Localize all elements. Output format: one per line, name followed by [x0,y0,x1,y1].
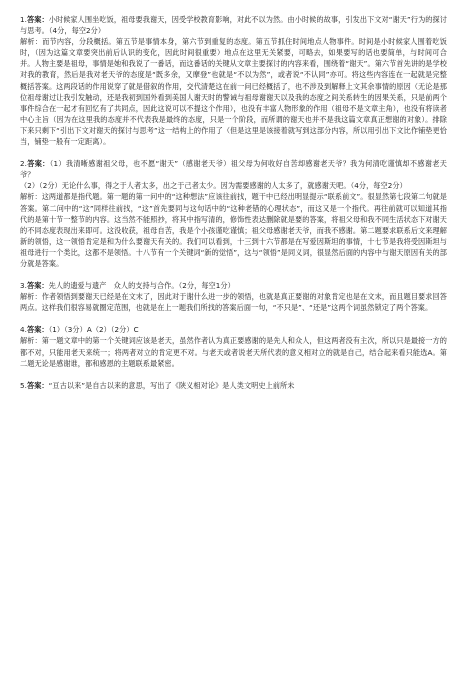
answer-4-text: （1）（3分）A（2）（2分）C [48,325,139,335]
answer-4-number: 4 [20,325,25,335]
analysis-3-text: 作者领悟到要谢天已经是在文末了，因此对于谢什么进一步的领悟，也就是真正要谢的对象肯定也是在文末，而且题目要求回答两点。这样我们很容易就圈定范围，也就是在上一题我们所找的答案后面一句，“不只是”、“还是”这两个词虽然锁定了两个答案。 [20,292,447,313]
answer-5-text: “亘古以来”是自古以来的意思，写出了《陕义相对论》是人类文明史上前所未 [48,380,295,390]
analysis-4-paragraph [20,335,447,368]
answer-2-line-2 [20,180,447,191]
analysis-3-label: 解析： [20,292,42,302]
analysis-1-label: 解析： [20,37,43,47]
answer-item-4 [20,324,447,368]
answer-2-text-2: （2）（2分）无论什么事，得之于人者太多，出之于己者太少。因为需要感谢的人太多了，就感谢天吧。（4分，每空2分） [20,181,407,191]
answer-3-line: 3.答案：先人的遗爱与遗产 众人的支持与合作。（2分，每空1分） [20,281,235,291]
answer-1-text: 小时候家人围坐吃饭，祖母要我谢天，因受学校教育影响，对此不以为然。由小时候的故事，引发出下文对“谢天”行为的探讨与思考。（4分，每空2分） [20,15,447,36]
answer-5-line: 5.答案：“亘古以来”是自古以来的意思，写出了《陕义相对论》是人类文明史上前所未 [20,380,295,390]
answer-item-3 [20,280,447,313]
answer-1-line: 1.答案：小时候家人围坐吃饭，祖母要我谢天，因受学校教育影响，对此不以为然。由小时候的故事，引发出下文对“谢天”行为的探讨与思考。（4分，每空2分） [20,15,447,36]
answer-3-text: 先人的遗爱与遗产 众人的支持与合作。（2分，每空1分） [48,281,235,291]
answer-4-label: 答案： [26,325,49,335]
answer-2-text: （1）我清晰感谢祖父母，也不愿“谢天”（感谢老天爷）祖父母为何收好自苦却感谢老天爷？我为何清吃谨慎却不感谢老天爷？ [20,159,447,180]
answer-item-1 [20,14,447,147]
answer-3-label: 答案： [26,281,49,291]
answer-2-line: 2.答案：（1）我清晰感谢祖父母，也不愿“谢天”（感谢老天爷）祖父母为何收好自苦却感谢老天爷？我为何清吃谨慎却不感谢老天爷？ [20,159,447,180]
analysis-1-text: 而节内容，分段概括。第五节是事情本身，第六节到重复的态度。第五节抓住时间地点人物事件。时间是小时候家人围着吃饭时，（因为这篇文章要突出前后认识的变化，因此时间很重要）地点在这里无关紧要，可略去，如果要写的话也要简单，与时间可合并。人物主要是祖母，事情是她和我说了一番话，而这番话的关键从文章主要探讨的内容来看，围绕着“谢天”。第六节首先讲的是学校对我的教育，然后是我对老天爷的态度是“既多余，又摩登”也就是“不以为然”，或者说“不认同”亦可。将这些内容连在一起就是完整概括答案。这两段话的作用说穿了就是借叙的作用，交代清楚这在前一问已经概括了，也不涉及到解释上文其余事情的原因（无论是那位祖母谢过让我引发触动，还是我初到国外看到美国人谢天时的警诫与祖母谢谢天以及我的态度之间关系转生的因果关系，只是前两个事件综合在一起才有回忆有了共同点，因此这说可以不提这个作用），也没有丰富人物形象的作用（祖母不是文章主角），也没有将读者中心主旨（因为在这里我的态度并不代表我是最终的态度，只是一个阶段，而所谓的谢天也并不是我这篇文章真正想谢的对象）。排除下来只剩下“引出下文对谢天的探讨与思考”这一结构上的作用了（但是这里是该接着就写到这部分内容，所以用引出下文比作铺垫更恰当，铺垫一般有一定距离）。 [20,37,447,147]
analysis-2-text: 这两道都是指代题。第一题的第一问中的“这种想法”应该往前找，题干中已经出明显提示“联系前文”。很显然第七段第二句就是答案。第二问中的“这”同样往前找，“这”首先要同与这句话中的“这种老错的心理状态”，而这又是一个指代。再往前就可以知道其指代的是第十节一整节的内容。这当然不能照抄，将其中指写清的，修饰性表达删除就是要的答案，将祖父母和我不同生活状态下对谢天的不同态度表现出来即可。这没收获，祖母自苦，我是个小孩谨吃谨慎；祖父母感谢老天爷，而我不感谢。第二题要求联系后文来理解新的领悟，这一领悟肯定是和为什么要谢天有关的。我们可以看到，十三到十六节都是在写爱因斯坦的事情，十七节是我将受因斯坦与祖母进行一个类比，这都不是领悟。十八节有一个关键词“新的觉悟”，这与“领悟”是同义词，很显然后面的内容中与谢天原因有关的部分就是答案。 [20,192,448,268]
answer-3-number: 3 [20,281,25,291]
analysis-1-paragraph [20,36,447,147]
answer-item-2 [20,158,447,269]
answer-5-number: 5 [20,380,25,390]
answer-item-5 [20,380,447,391]
analysis-2-paragraph [20,191,447,269]
answer-1-number: 1 [20,15,25,24]
analysis-4-text: 第一题文章中的第一个关键词应该是老天，虽然作者认为真正要感谢的是先人和众人，但这两者没有主次，所以只是最接一方的都不对，只能用老天来统一；将两者对立的肯定更不对。与老天或者说老天所代表的意义相对立的就是自己，结合起来看只能选A。第二题无论是感谢谁，都和感恩的主题联系最紧密。 [20,336,447,368]
analysis-3-paragraph [20,291,447,313]
analysis-2-label: 解析： [20,192,42,202]
answer-1-label: 答案： [26,15,49,24]
answer-2-label: 答案： [26,159,50,169]
analysis-4-label: 解析： [20,336,42,346]
answer-2-number: 2 [20,159,25,169]
answer-4-line: 4.答案：（1）（3分）A（2）（2分）C [20,325,139,335]
answer-5-label: 答案： [26,380,49,390]
